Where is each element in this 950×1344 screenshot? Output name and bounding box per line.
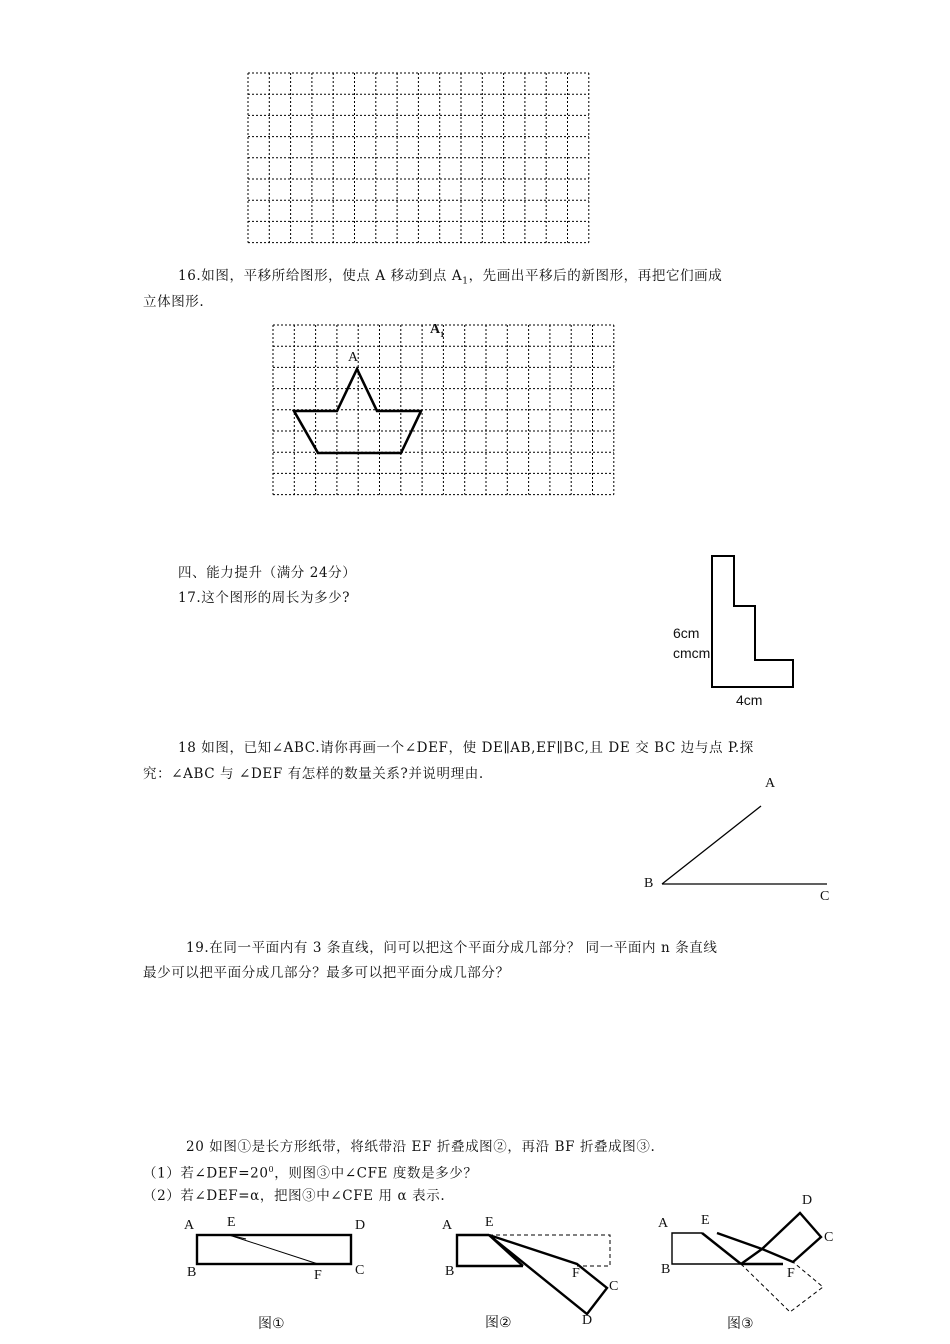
q16-text-line1: 16.如图，平移所给图形，使点 A 移动到点 $A_1$，先画出平移后的新图形，再把它们画成 — [178, 268, 723, 287]
fig1-label-c: C — [355, 1263, 365, 1278]
q19-text-line2: 最少可以把平面分成几部分？最多可以把平面分成几部分？ — [143, 965, 510, 981]
q17-dim-width: 4cm — [736, 692, 763, 708]
fig1-label-e: E — [227, 1215, 236, 1230]
fig3-folded-end — [762, 1213, 821, 1262]
fig1-label-a: A — [184, 1218, 195, 1233]
fig3-label-c: C — [824, 1230, 834, 1245]
fig1-label-f: F — [314, 1268, 322, 1283]
q20-sub1: （1）若$\angle DEF=20^0$，则图③中∠CFE 度数是多少？ — [143, 1165, 478, 1182]
fig2-label-d: D — [582, 1313, 593, 1328]
q18-label-b: B — [644, 876, 654, 891]
q18-text-line2: 究：∠ABC 与 ∠DEF 有怎样的数量关系?并说明理由. — [143, 766, 484, 782]
fig2-label-a: A — [442, 1218, 453, 1233]
q20-sub2: （2）若∠DEF=α，把图③中∠CFE 用 α 表示. — [143, 1188, 446, 1204]
q16-label-a1: $A_1$ — [430, 322, 445, 339]
q19-text-line1: 19.在同一平面内有 3 条直线，问可以把这个平面分成几部分？ 同一平面内 n 条直线 — [186, 940, 718, 956]
fig3-label-e: E — [701, 1213, 710, 1228]
fig2-label-e: E — [485, 1215, 494, 1230]
q18-text-line1: 18 如图，已知∠ABC.请你再画一个∠DEF，使 DE∥AB,EF∥BC,且 DE 交 BC 边与点 P.探 — [178, 740, 754, 756]
fig2-label-f: F — [572, 1266, 580, 1281]
q16-label-a: A — [348, 350, 359, 365]
q17-dim-height: 6cm — [673, 625, 700, 641]
q18-label-a: A — [765, 776, 776, 791]
fig2-label-b: B — [445, 1264, 455, 1279]
q20-text-line1: 20 如图①是长方形纸带，将纸带沿 EF 折叠成图②，再沿 BF 折叠成图③. — [186, 1139, 656, 1155]
fig2-label-c: C — [609, 1279, 619, 1294]
fig3-label-f: F — [787, 1266, 795, 1281]
fig3-label-a: A — [658, 1216, 669, 1231]
q17-dim-garbled: cmcm — [673, 645, 711, 661]
fig3-label-b: B — [661, 1262, 671, 1277]
fig3-label-d: D — [802, 1193, 813, 1208]
fig1-label-b: B — [187, 1265, 197, 1280]
fig1-caption: 图① — [258, 1316, 285, 1332]
section4-heading: 四、能力提升（满分 24分） — [178, 565, 357, 581]
q16-text-line2: 立体图形. — [143, 294, 205, 310]
fig2-caption: 图② — [485, 1315, 512, 1331]
q18-label-c: C — [820, 889, 830, 904]
fig3-caption: 图③ — [727, 1316, 754, 1332]
q17-text: 17.这个图形的周长为多少? — [178, 590, 351, 606]
fig1-label-d: D — [355, 1218, 366, 1233]
